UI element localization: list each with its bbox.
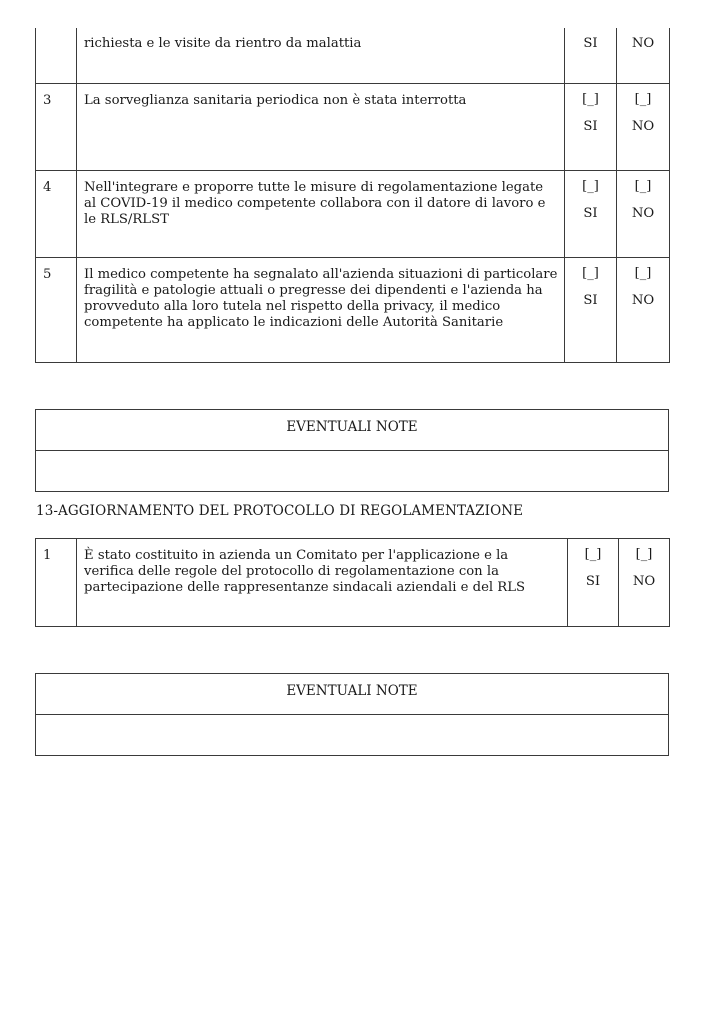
no-checkbox[interactable]: [_]: [634, 178, 652, 194]
checklist-table-aggiornamento: [35, 538, 670, 627]
no-option[interactable]: [617, 257, 670, 362]
notes-title: EVENTUALI NOTE: [286, 683, 418, 699]
yes-label: SI: [583, 205, 598, 221]
yes-checkbox[interactable]: [_]: [584, 547, 602, 562]
row-text-content: richiesta e le visite da rientro da malattia: [84, 36, 362, 51]
no-checkbox[interactable]: [_]: [635, 547, 653, 562]
row-text-content: Il medico competente ha segnalato all'azienda situazioni di particolare fragilità e patologie attuali o pregresse dei dipendenti e l'azienda ha provveduto alla loro tutela nel rispetto della privacy, il medico competente ha applicato le indicazioni delle Autorità Sanitarie: [84, 266, 558, 330]
table-row: [36, 170, 670, 257]
yes-label: SI: [585, 574, 601, 589]
no-label: NO: [631, 292, 655, 308]
row-number: 4: [36, 170, 77, 257]
no-checkbox[interactable]: [_]: [634, 265, 652, 281]
row-text-content: Nell'integrare e proporre tutte le misure di regolamentazione legate al COVID-19 il medico competente collabora con il datore di lavoro e le RLS/RLST: [84, 179, 546, 227]
no-label: NO: [631, 118, 655, 134]
row-number: 5: [36, 257, 77, 362]
row-text: [77, 170, 565, 257]
yes-option[interactable]: [565, 28, 617, 83]
yes-checkbox[interactable]: [_]: [582, 265, 599, 281]
no-option[interactable]: [617, 170, 670, 257]
section-title: 13-AGGIORNAMENTO DEL PROTOCOLLO DI REGOLAMENTAZIONE: [36, 503, 524, 519]
no-option[interactable]: [619, 539, 670, 627]
yes-checkbox[interactable]: [_]: [582, 91, 599, 107]
notes-box: [35, 673, 669, 756]
yes-label: SI: [583, 36, 598, 51]
row-text: [77, 257, 565, 362]
row-number: [36, 28, 77, 83]
no-option[interactable]: [617, 28, 670, 83]
notes-header: [36, 674, 669, 715]
no-label: NO: [632, 574, 656, 589]
notes-header: [36, 410, 669, 451]
yes-option[interactable]: [565, 257, 617, 362]
notes-box: [35, 409, 669, 492]
table-row: [36, 257, 670, 362]
no-option[interactable]: [617, 83, 670, 170]
yes-label: SI: [583, 292, 598, 308]
no-label: NO: [631, 36, 655, 51]
row-text-content: È stato costituito in azienda un Comitato per l'applicazione e la verifica delle regole del protocollo di regolamentazione con la partecipazione delle rappresentanze sindacali aziendali e del RLS: [84, 548, 526, 595]
checklist-table-sorveglianza: [35, 28, 670, 363]
row-text: [77, 83, 565, 170]
table-row: [36, 83, 670, 170]
notes-field[interactable]: [36, 715, 669, 756]
yes-checkbox[interactable]: [_]: [582, 178, 599, 194]
table-row: [36, 539, 670, 627]
row-number: 3: [36, 83, 77, 170]
row-text-content: La sorveglianza sanitaria periodica non è stata interrotta: [84, 92, 467, 108]
row-number: 1: [36, 539, 77, 627]
no-checkbox[interactable]: [_]: [634, 91, 652, 107]
notes-field[interactable]: [36, 451, 669, 492]
row-text: [77, 539, 568, 627]
table-row: [36, 28, 670, 83]
yes-option[interactable]: [565, 83, 617, 170]
no-label: NO: [631, 205, 655, 221]
notes-title: EVENTUALI NOTE: [286, 419, 418, 435]
yes-label: SI: [583, 118, 598, 134]
yes-option[interactable]: [565, 170, 617, 257]
row-text: [77, 28, 565, 83]
yes-option[interactable]: [568, 539, 619, 627]
